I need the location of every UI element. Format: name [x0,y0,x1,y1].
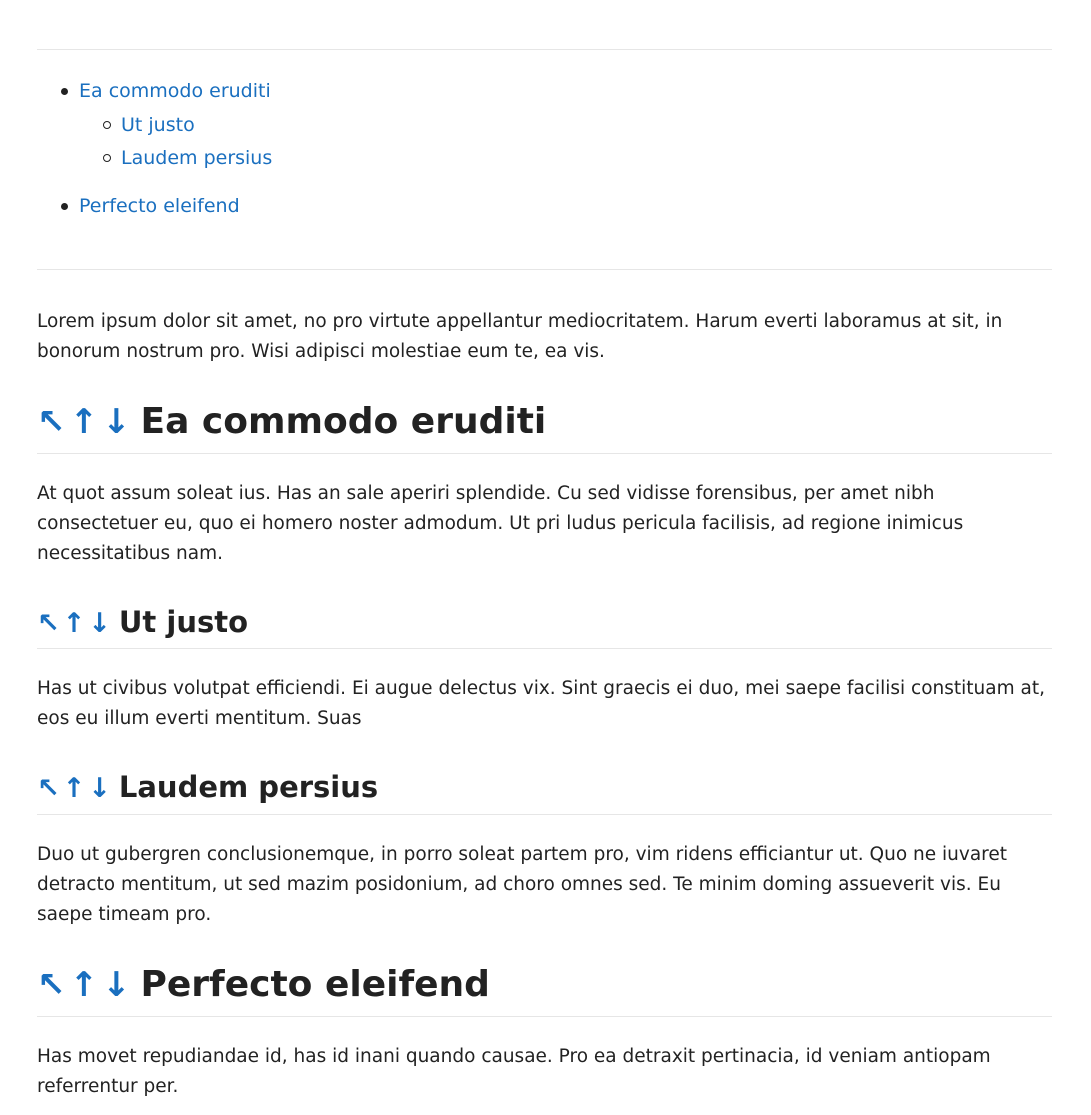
back-to-top-arrow-icon[interactable]: ↖ [37,773,60,804]
section-divider [37,453,1052,454]
previous-section-arrow-icon[interactable]: ↑ [69,965,98,1005]
intro-paragraph: Lorem ipsum dolor sit amet, no pro virtute appellantur mediocritatem. Harum everti laboramus at sit, in bonorum nostrum pro. Wisi adipisci molestiae eum te, ea vis. [37,311,1003,362]
section-title: Ut justo [118,605,249,639]
section-title: Perfecto eleifend [140,964,490,1005]
next-section-arrow-icon[interactable]: ↓ [88,608,111,639]
toc-link-laudem-persius[interactable]: Laudem persius [121,147,273,169]
toc-link-ut-justo[interactable]: Ut justo [121,114,195,136]
section-heading-laudem-persius [37,769,1052,807]
section-body: At quot assum soleat ius. Has an sale aperiri splendide. Cu sed vidisse forensibus, per amet nibh consectetuer eu, quo ei homero noster admodum. Ut pri ludus pericula facilisis, ad regione inimicus necessitatibus nam. [37,483,964,564]
section-divider [37,1016,1052,1017]
toc-link-ea-commodo-eruditi[interactable]: Ea commodo eruditi [79,80,271,102]
section-heading-ut-justo [37,604,1052,642]
section-divider [37,814,1052,815]
section-body: Has ut civibus volutpat efficiendi. Ei augue delectus vix. Sint graecis ei duo, mei saepe facilisi constituam at, eos eu illum everti mentitum. Suas [37,678,1045,729]
toc-link-perfecto-eleifend[interactable]: Perfecto eleifend [79,195,240,217]
toc-item-perfecto-eleifend [37,193,1052,219]
table-of-contents [37,78,1052,219]
previous-section-arrow-icon[interactable]: ↑ [62,608,86,639]
next-section-arrow-icon[interactable]: ↓ [102,402,131,442]
back-to-top-arrow-icon[interactable]: ↖ [37,402,66,442]
previous-section-arrow-icon[interactable]: ↑ [69,402,98,442]
toc-item-ea-commodo-eruditi [37,78,1052,171]
previous-section-arrow-icon[interactable]: ↑ [62,773,86,804]
section-body: Duo ut gubergren conclusionemque, in porro soleat partem pro, vim ridens efficiantur ut. Quo ne iuvaret detracto mentitum, ut sed mazim posidonium, ad choro omnes sed. Te minim doming assueverit vis. Eu saepe timeam pro. [37,844,1008,925]
next-section-arrow-icon[interactable]: ↓ [88,773,111,804]
section-title: Laudem persius [118,770,379,804]
toc-item-ut-justo [79,112,1052,138]
toc-bottom-divider [37,269,1052,270]
section-title: Ea commodo eruditi [140,401,547,442]
section-heading-ea-commodo-eruditi [37,400,1052,444]
next-section-arrow-icon[interactable]: ↓ [102,965,131,1005]
section-heading-perfecto-eleifend [37,963,1052,1007]
back-to-top-arrow-icon[interactable]: ↖ [37,965,66,1005]
toc-item-laudem-persius [79,145,1052,171]
toc-sublist [79,112,1052,171]
toc-top-divider [37,49,1052,50]
section-divider [37,648,1052,649]
back-to-top-arrow-icon[interactable]: ↖ [37,608,60,639]
section-body: Has movet repudiandae id, has id inani quando causae. Pro ea detraxit pertinacia, id veniam antiopam referrentur per. [37,1046,991,1097]
